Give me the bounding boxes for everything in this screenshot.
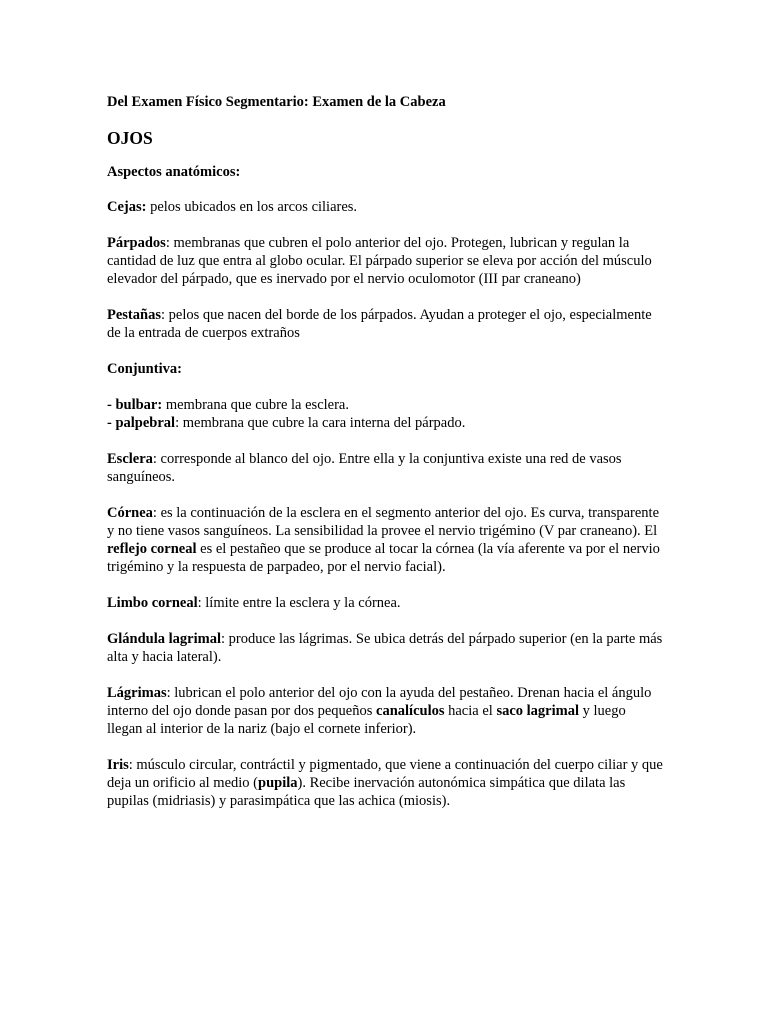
term-canaliculos: canalículos [376, 703, 445, 719]
text-iris-1: : músculo circular, contráctil y pigmentado, que viene a continuación del cuerpo ciliar y que deja un orificio al medio ( [107, 757, 663, 791]
term-cornea: Córnea [107, 505, 153, 521]
entry-glandula [107, 630, 663, 666]
text-esclera: : corresponde al blanco del ojo. Entre ella y la conjuntiva existe una red de vasos sanguíneos. [107, 451, 622, 485]
text-bulbar: membrana que cubre la esclera. [162, 397, 349, 413]
term-cejas: Cejas: [107, 199, 147, 215]
term-iris: Iris [107, 757, 129, 773]
text-iris-2: ). Recibe inervación autonómica simpática que dilata las pupilas (midriasis) y parasimpática que las achica (miosis). [107, 775, 626, 809]
text-cornea-1: : es la continuación de la esclera en el segmento anterior del ojo. Es curva, transparente y no tiene vasos sanguíneos. La sensibilidad la provee el nervio trigémino (V par craneano). El [107, 505, 660, 539]
text-glandula: : produce las lágrimas. Se ubica detrás del párpado superior (en la parte más alta y hacia lateral). [107, 631, 663, 665]
text-lagrimas-2: hacia el [444, 703, 497, 719]
text-lagrimas-3: y luego llegan al interior de la nariz (bajo el cornete inferior). [107, 703, 626, 737]
text-lagrimas-1: : lubrican el polo anterior del ojo con la ayuda del pestañeo. Drenan hacia el ángulo interno del ojo donde pasan por dos pequeños [107, 685, 652, 719]
term-saco-lagrimal: saco lagrimal [496, 703, 579, 719]
text-parpados: : membranas que cubren el polo anterior del ojo. Protegen, lubrican y regulan la cantidad de luz que entra al globo ocular. El párpado superior se eleva por acción del músculo elevador del párpado, que es inervado por el nervio oculomotor (III par craneano) [107, 235, 652, 287]
term-limbo: Limbo corneal [107, 595, 198, 611]
term-glandula: Glándula lagrimal [107, 631, 222, 647]
entry-limbo [107, 594, 663, 612]
entry-parpados [107, 234, 663, 288]
section-title-ojos: OJOS [107, 128, 153, 148]
term-esclera: Esclera [107, 451, 153, 467]
text-pestanas: : pelos que nacen del borde de los párpados. Ayudan a proteger el ojo, especialmente de la entrada de cuerpos extraños [107, 307, 652, 341]
entry-palpebral [107, 414, 663, 432]
term-pestanas: Pestañas [107, 307, 161, 323]
entry-esclera [107, 450, 663, 486]
document-body [107, 93, 663, 828]
document-title: Del Examen Físico Segmentario: Examen de la Cabeza [107, 94, 446, 110]
term-lagrimas: Lágrimas [107, 685, 167, 701]
term-pupila: pupila [258, 775, 298, 791]
entry-pestanas [107, 306, 663, 342]
text-cejas: pelos ubicados en los arcos ciliares. [146, 199, 358, 215]
term-reflejo-corneal: reflejo corneal [107, 541, 197, 557]
entry-iris [107, 756, 663, 810]
text-palpebral: : membrana que cubre la cara interna del párpado. [175, 415, 466, 431]
text-cornea-2: es el pestañeo que se produce al tocar la córnea (la vía aferente va por el nervio trigémino y la respuesta de parpadeo, por el nervio facial). [107, 541, 660, 575]
entry-lagrimas [107, 684, 663, 738]
term-conjuntiva: Conjuntiva: [107, 361, 182, 377]
entry-cornea [107, 504, 663, 576]
entry-cejas [107, 198, 663, 216]
term-parpados: Párpados [107, 235, 166, 251]
entry-bulbar [107, 396, 663, 414]
term-palpebral: - palpebral [107, 415, 176, 431]
subheading-aspectos: Aspectos anatómicos: [107, 164, 241, 180]
heading-conjuntiva [107, 360, 663, 378]
term-bulbar: - bulbar: [107, 397, 163, 413]
text-limbo: : límite entre la esclera y la córnea. [197, 595, 401, 611]
